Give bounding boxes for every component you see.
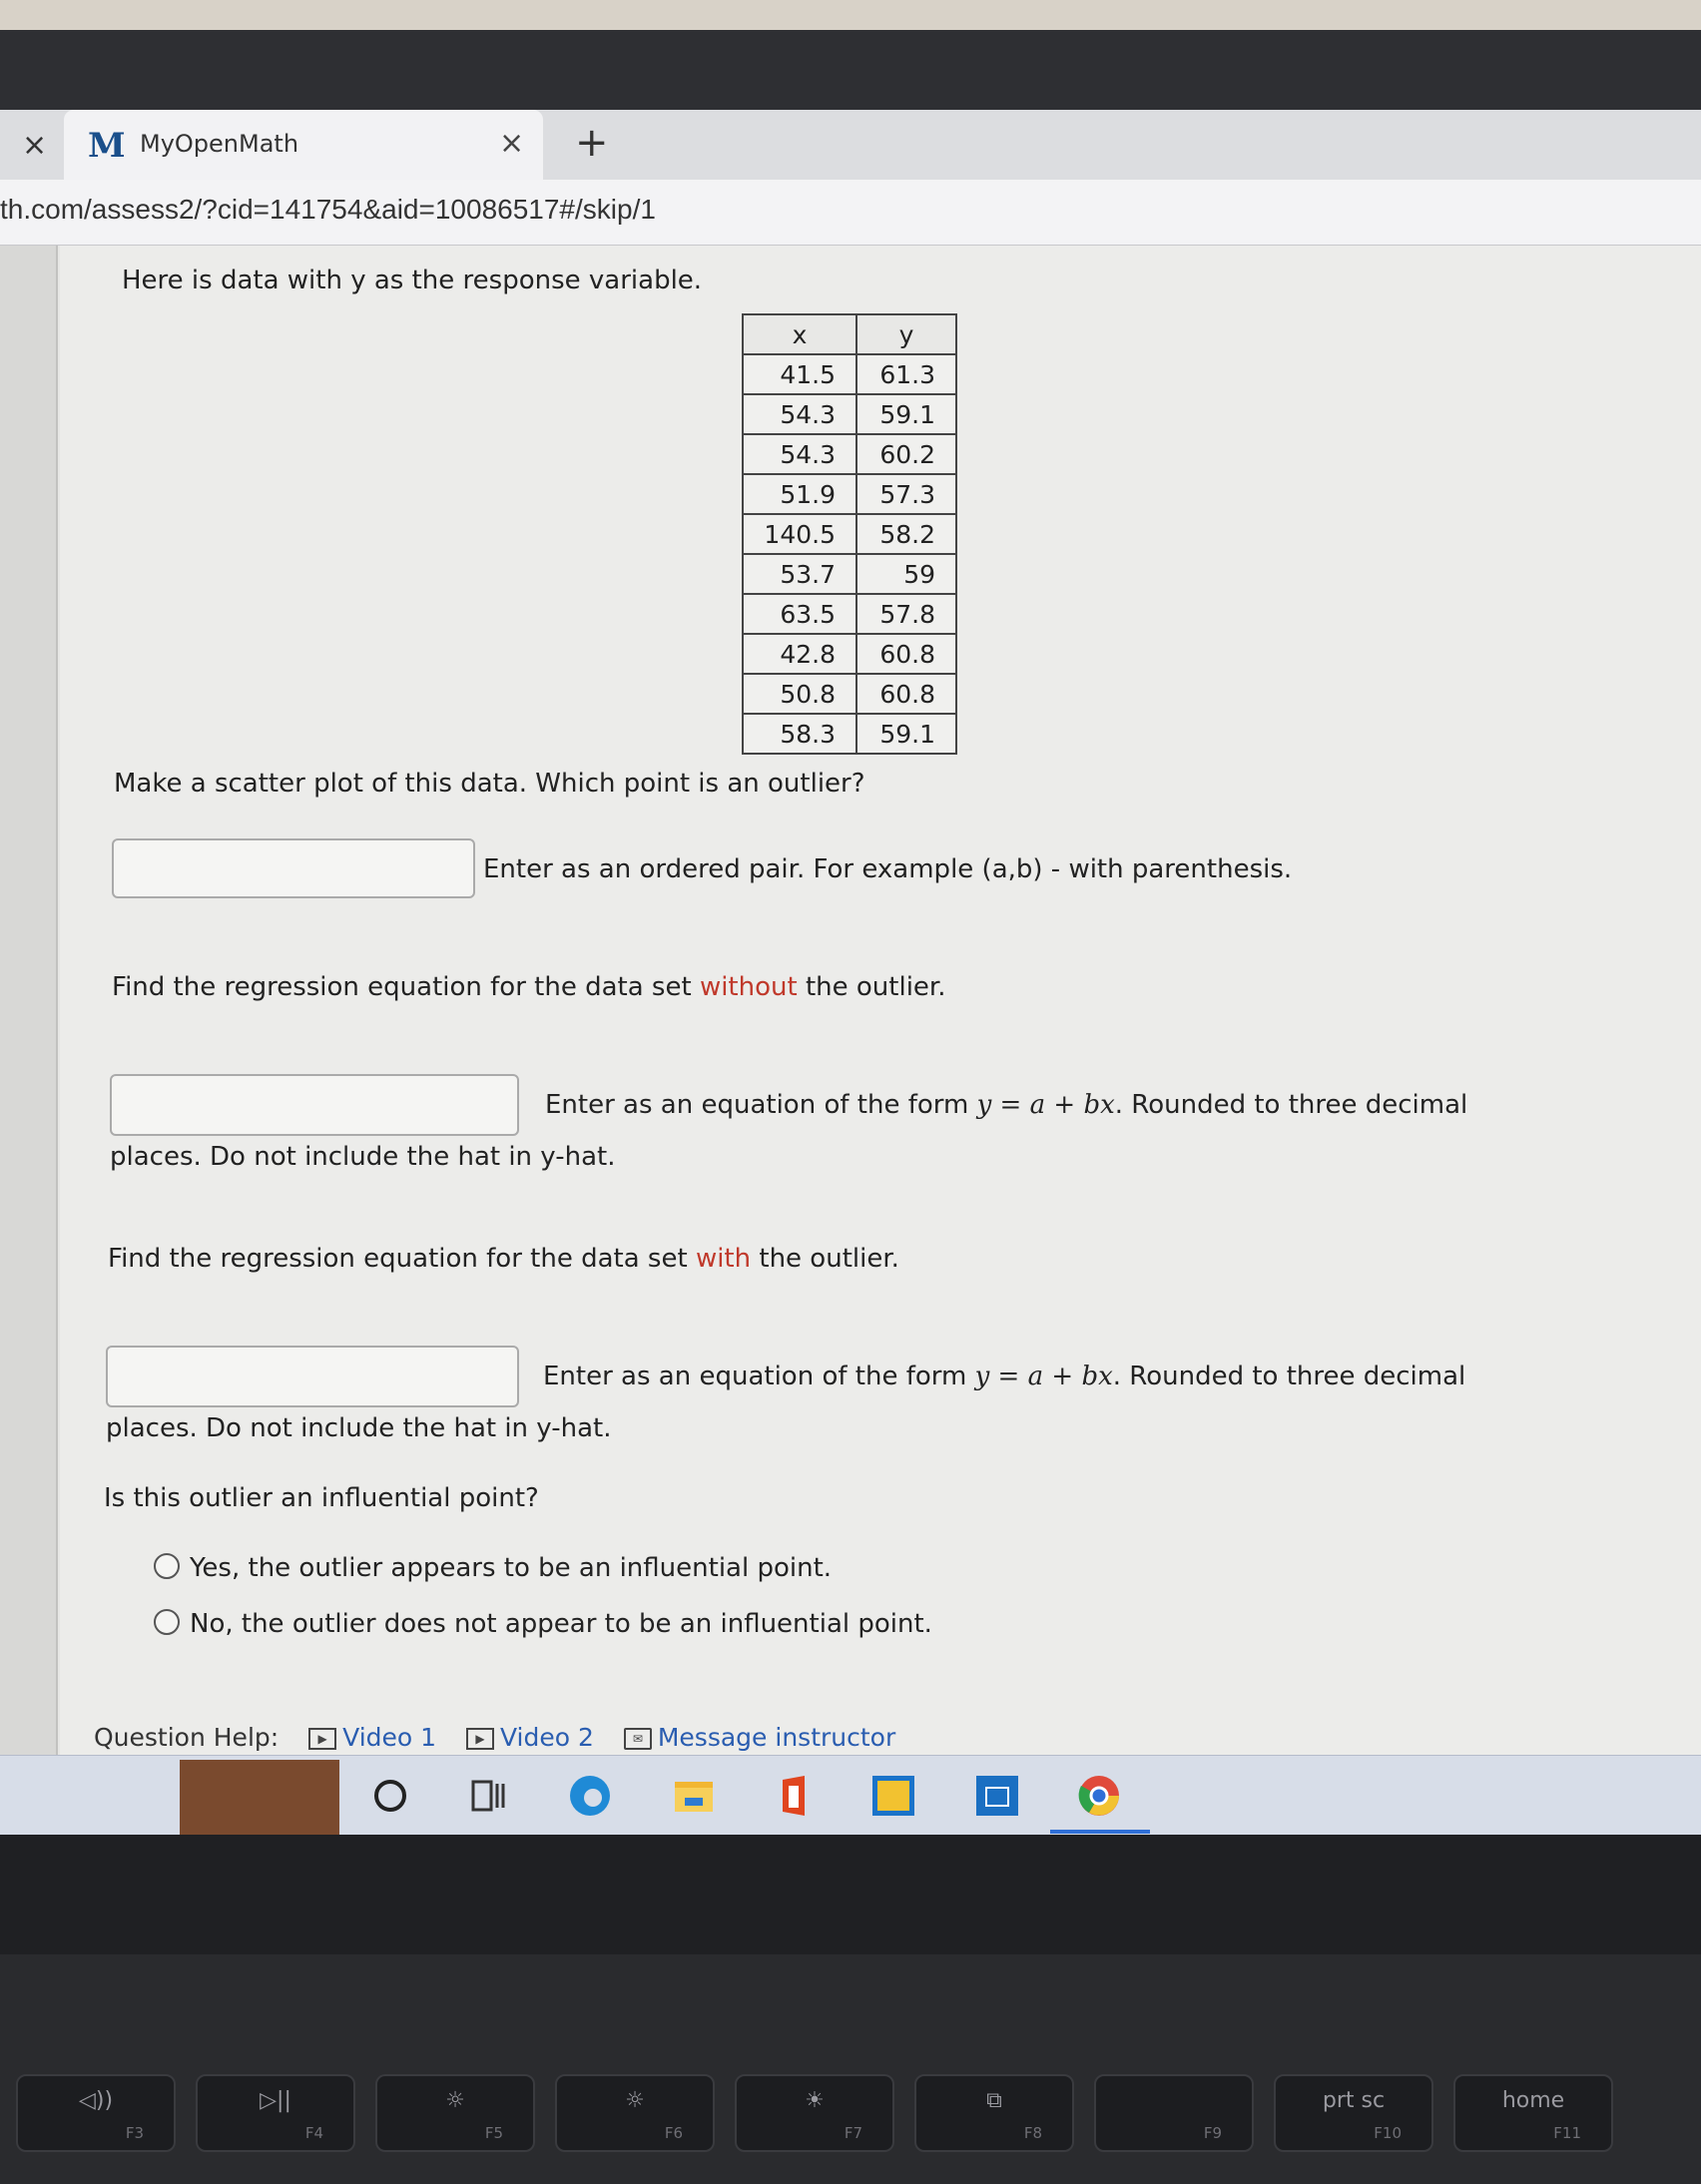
- table-cell-y: 60.2: [856, 434, 956, 474]
- key-f3[interactable]: [16, 2074, 176, 2152]
- radio-no[interactable]: [154, 1609, 180, 1635]
- table-row: [743, 594, 956, 634]
- table-header-row: [743, 314, 956, 354]
- option-no-label[interactable]: No, the outlier does not appear to be an influential point.: [190, 1609, 932, 1639]
- file-explorer-icon[interactable]: [669, 1772, 719, 1820]
- part2-emphasis: without: [699, 972, 798, 1002]
- table-cell-x: 54.3: [743, 394, 856, 434]
- question-intro: Here is data with y as the response variable.: [122, 266, 703, 295]
- part2-prompt-b: the outlier.: [797, 972, 946, 1002]
- hint-b: . Rounded to three decimal: [1114, 1090, 1468, 1120]
- store-icon[interactable]: [972, 1772, 1022, 1820]
- backlight-icon: ☼: [445, 2088, 465, 2113]
- option-yes-label[interactable]: Yes, the outlier appears to be an influential point.: [190, 1553, 833, 1583]
- data-table: [742, 313, 957, 755]
- browser-tab-bar: [0, 110, 1701, 180]
- new-tab-button[interactable]: +: [575, 120, 609, 166]
- table-cell-x: 42.8: [743, 634, 856, 674]
- table-cell-x: 140.5: [743, 514, 856, 554]
- chrome-icon[interactable]: [1074, 1772, 1124, 1820]
- table-row: [743, 674, 956, 714]
- hint-a: Enter as an equation of the form: [543, 1362, 975, 1391]
- tab-close-icon[interactable]: ×: [499, 126, 525, 161]
- table-cell-y: 59.1: [856, 714, 956, 754]
- close-icon[interactable]: ×: [22, 128, 48, 163]
- hint-b: . Rounded to three decimal: [1112, 1362, 1466, 1391]
- key-f11[interactable]: [1453, 2074, 1613, 2152]
- table-cell-y: 57.8: [856, 594, 956, 634]
- table-row: [743, 514, 956, 554]
- keyboard: [0, 1954, 1701, 2184]
- left-rail: [0, 246, 58, 1755]
- math-y: y: [974, 1362, 990, 1391]
- table-row: [743, 714, 956, 754]
- table-row: [743, 394, 956, 434]
- key-f10[interactable]: [1274, 2074, 1433, 2152]
- key-label: F5: [484, 2124, 503, 2142]
- math-bx: bx: [1083, 1090, 1115, 1120]
- table-cell-x: 54.3: [743, 434, 856, 474]
- key-symbol: home: [1501, 2088, 1565, 2113]
- table-cell-x: 63.5: [743, 594, 856, 634]
- mail-icon: ✉: [624, 1728, 652, 1750]
- table-cell-y: 59.1: [856, 394, 956, 434]
- key-label: F4: [304, 2124, 323, 2142]
- question-content: [60, 246, 1701, 1755]
- volume-icon: ◁)): [78, 2088, 114, 2113]
- math-a: a: [1027, 1362, 1044, 1391]
- video-icon: ▶: [308, 1728, 336, 1750]
- key-label: F10: [1374, 2124, 1402, 2142]
- part3-hint-cont: places. Do not include the hat in y-hat.: [106, 1413, 612, 1443]
- table-cell-y: 60.8: [856, 634, 956, 674]
- hint-a: Enter as an equation of the form: [545, 1090, 977, 1120]
- outlier-answer-input[interactable]: [112, 838, 475, 898]
- key-f7[interactable]: [735, 2074, 894, 2152]
- math-a: a: [1029, 1090, 1046, 1120]
- table-cell-y: 59: [856, 554, 956, 594]
- question-help-label: Question Help:: [94, 1723, 280, 1752]
- part2-hint-cont: places. Do not include the hat in y-hat.: [110, 1142, 616, 1172]
- edge-browser-icon[interactable]: [565, 1772, 615, 1820]
- part4-prompt: Is this outlier an influential point?: [104, 1483, 539, 1513]
- table-cell-y: 61.3: [856, 354, 956, 394]
- key-f8[interactable]: [914, 2074, 1074, 2152]
- math-bx: bx: [1081, 1362, 1113, 1391]
- table-row: [743, 634, 956, 674]
- table-header-y: y: [856, 314, 956, 354]
- table-header-x: x: [743, 314, 856, 354]
- key-f6[interactable]: [555, 2074, 715, 2152]
- math-plus: +: [1045, 1090, 1084, 1120]
- part3-prompt-a: Find the regression equation for the data set: [108, 1244, 696, 1274]
- key-label: F3: [125, 2124, 144, 2142]
- table-row: [743, 474, 956, 514]
- table-row: [743, 354, 956, 394]
- background-wall: [0, 0, 1701, 30]
- task-view-icon[interactable]: [463, 1772, 513, 1820]
- part3-prompt: [108, 1244, 899, 1274]
- key-symbol: prt sc: [1322, 2088, 1386, 2113]
- page-viewport: [0, 246, 1701, 1755]
- math-eq: =: [989, 1362, 1028, 1391]
- key-label: F6: [664, 2124, 683, 2142]
- regression-without-outlier-input[interactable]: [110, 1074, 519, 1136]
- message-instructor-link[interactable]: Message instructor: [657, 1723, 896, 1752]
- display-switch-icon: ⧉: [986, 2088, 1002, 2113]
- monitor-bezel-top: [0, 30, 1701, 110]
- regression-with-outlier-input[interactable]: [106, 1346, 519, 1407]
- tab-title: MyOpenMath: [140, 130, 299, 158]
- part2-prompt-a: Find the regression equation for the data set: [112, 972, 700, 1002]
- play-pause-icon: ▷||: [260, 2088, 291, 2113]
- part1-hint: Enter as an ordered pair. For example (a,b) - with parenthesis.: [483, 854, 1293, 884]
- active-app-indicator: [1050, 1830, 1150, 1834]
- video-1-link[interactable]: Video 1: [342, 1723, 437, 1752]
- office-icon[interactable]: [769, 1772, 819, 1820]
- table-cell-x: 50.8: [743, 674, 856, 714]
- brightness-down-icon: ☼: [625, 2088, 645, 2113]
- key-f9[interactable]: [1094, 2074, 1254, 2152]
- math-y: y: [976, 1090, 992, 1120]
- part3-hint: [543, 1362, 1465, 1391]
- brightness-up-icon: ☀: [805, 2088, 825, 2113]
- part3-emphasis: with: [695, 1244, 752, 1274]
- table-cell-x: 53.7: [743, 554, 856, 594]
- tab-myopenmath[interactable]: [64, 110, 543, 180]
- table-row: [743, 554, 956, 594]
- math-eq: =: [991, 1090, 1030, 1120]
- search-icon[interactable]: [365, 1772, 415, 1820]
- url-text[interactable]: th.com/assess2/?cid=141754&aid=10086517#/skip/1: [0, 194, 656, 225]
- part2-prompt: [112, 972, 945, 1002]
- video-icon: ▶: [466, 1728, 494, 1750]
- radio-yes[interactable]: [154, 1553, 180, 1579]
- monitor-bezel-bottom: [0, 1835, 1701, 1954]
- key-f4[interactable]: [196, 2074, 355, 2152]
- key-label: F9: [1203, 2124, 1222, 2142]
- table-cell-x: 58.3: [743, 714, 856, 754]
- address-bar[interactable]: [0, 180, 1701, 246]
- table-cell-x: 51.9: [743, 474, 856, 514]
- table-row: [743, 434, 956, 474]
- key-label: F7: [844, 2124, 862, 2142]
- key-f5[interactable]: [375, 2074, 535, 2152]
- video-2-link[interactable]: Video 2: [500, 1723, 594, 1752]
- part1-prompt: Make a scatter plot of this data. Which point is an outlier?: [114, 769, 865, 799]
- table-cell-y: 58.2: [856, 514, 956, 554]
- myopenmath-logo-icon: M: [88, 126, 126, 166]
- part3-prompt-b: the outlier.: [751, 1244, 899, 1274]
- sticky-notes-icon[interactable]: [868, 1772, 918, 1820]
- math-plus: +: [1043, 1362, 1082, 1391]
- windows-taskbar: [0, 1755, 1701, 1835]
- table-cell-x: 41.5: [743, 354, 856, 394]
- table-cell-y: 60.8: [856, 674, 956, 714]
- question-help-bar: [94, 1723, 895, 1752]
- key-label: F11: [1553, 2124, 1581, 2142]
- key-label: F8: [1023, 2124, 1042, 2142]
- widgets-icon[interactable]: [180, 1760, 339, 1836]
- table-cell-y: 57.3: [856, 474, 956, 514]
- part2-hint: [545, 1090, 1467, 1120]
